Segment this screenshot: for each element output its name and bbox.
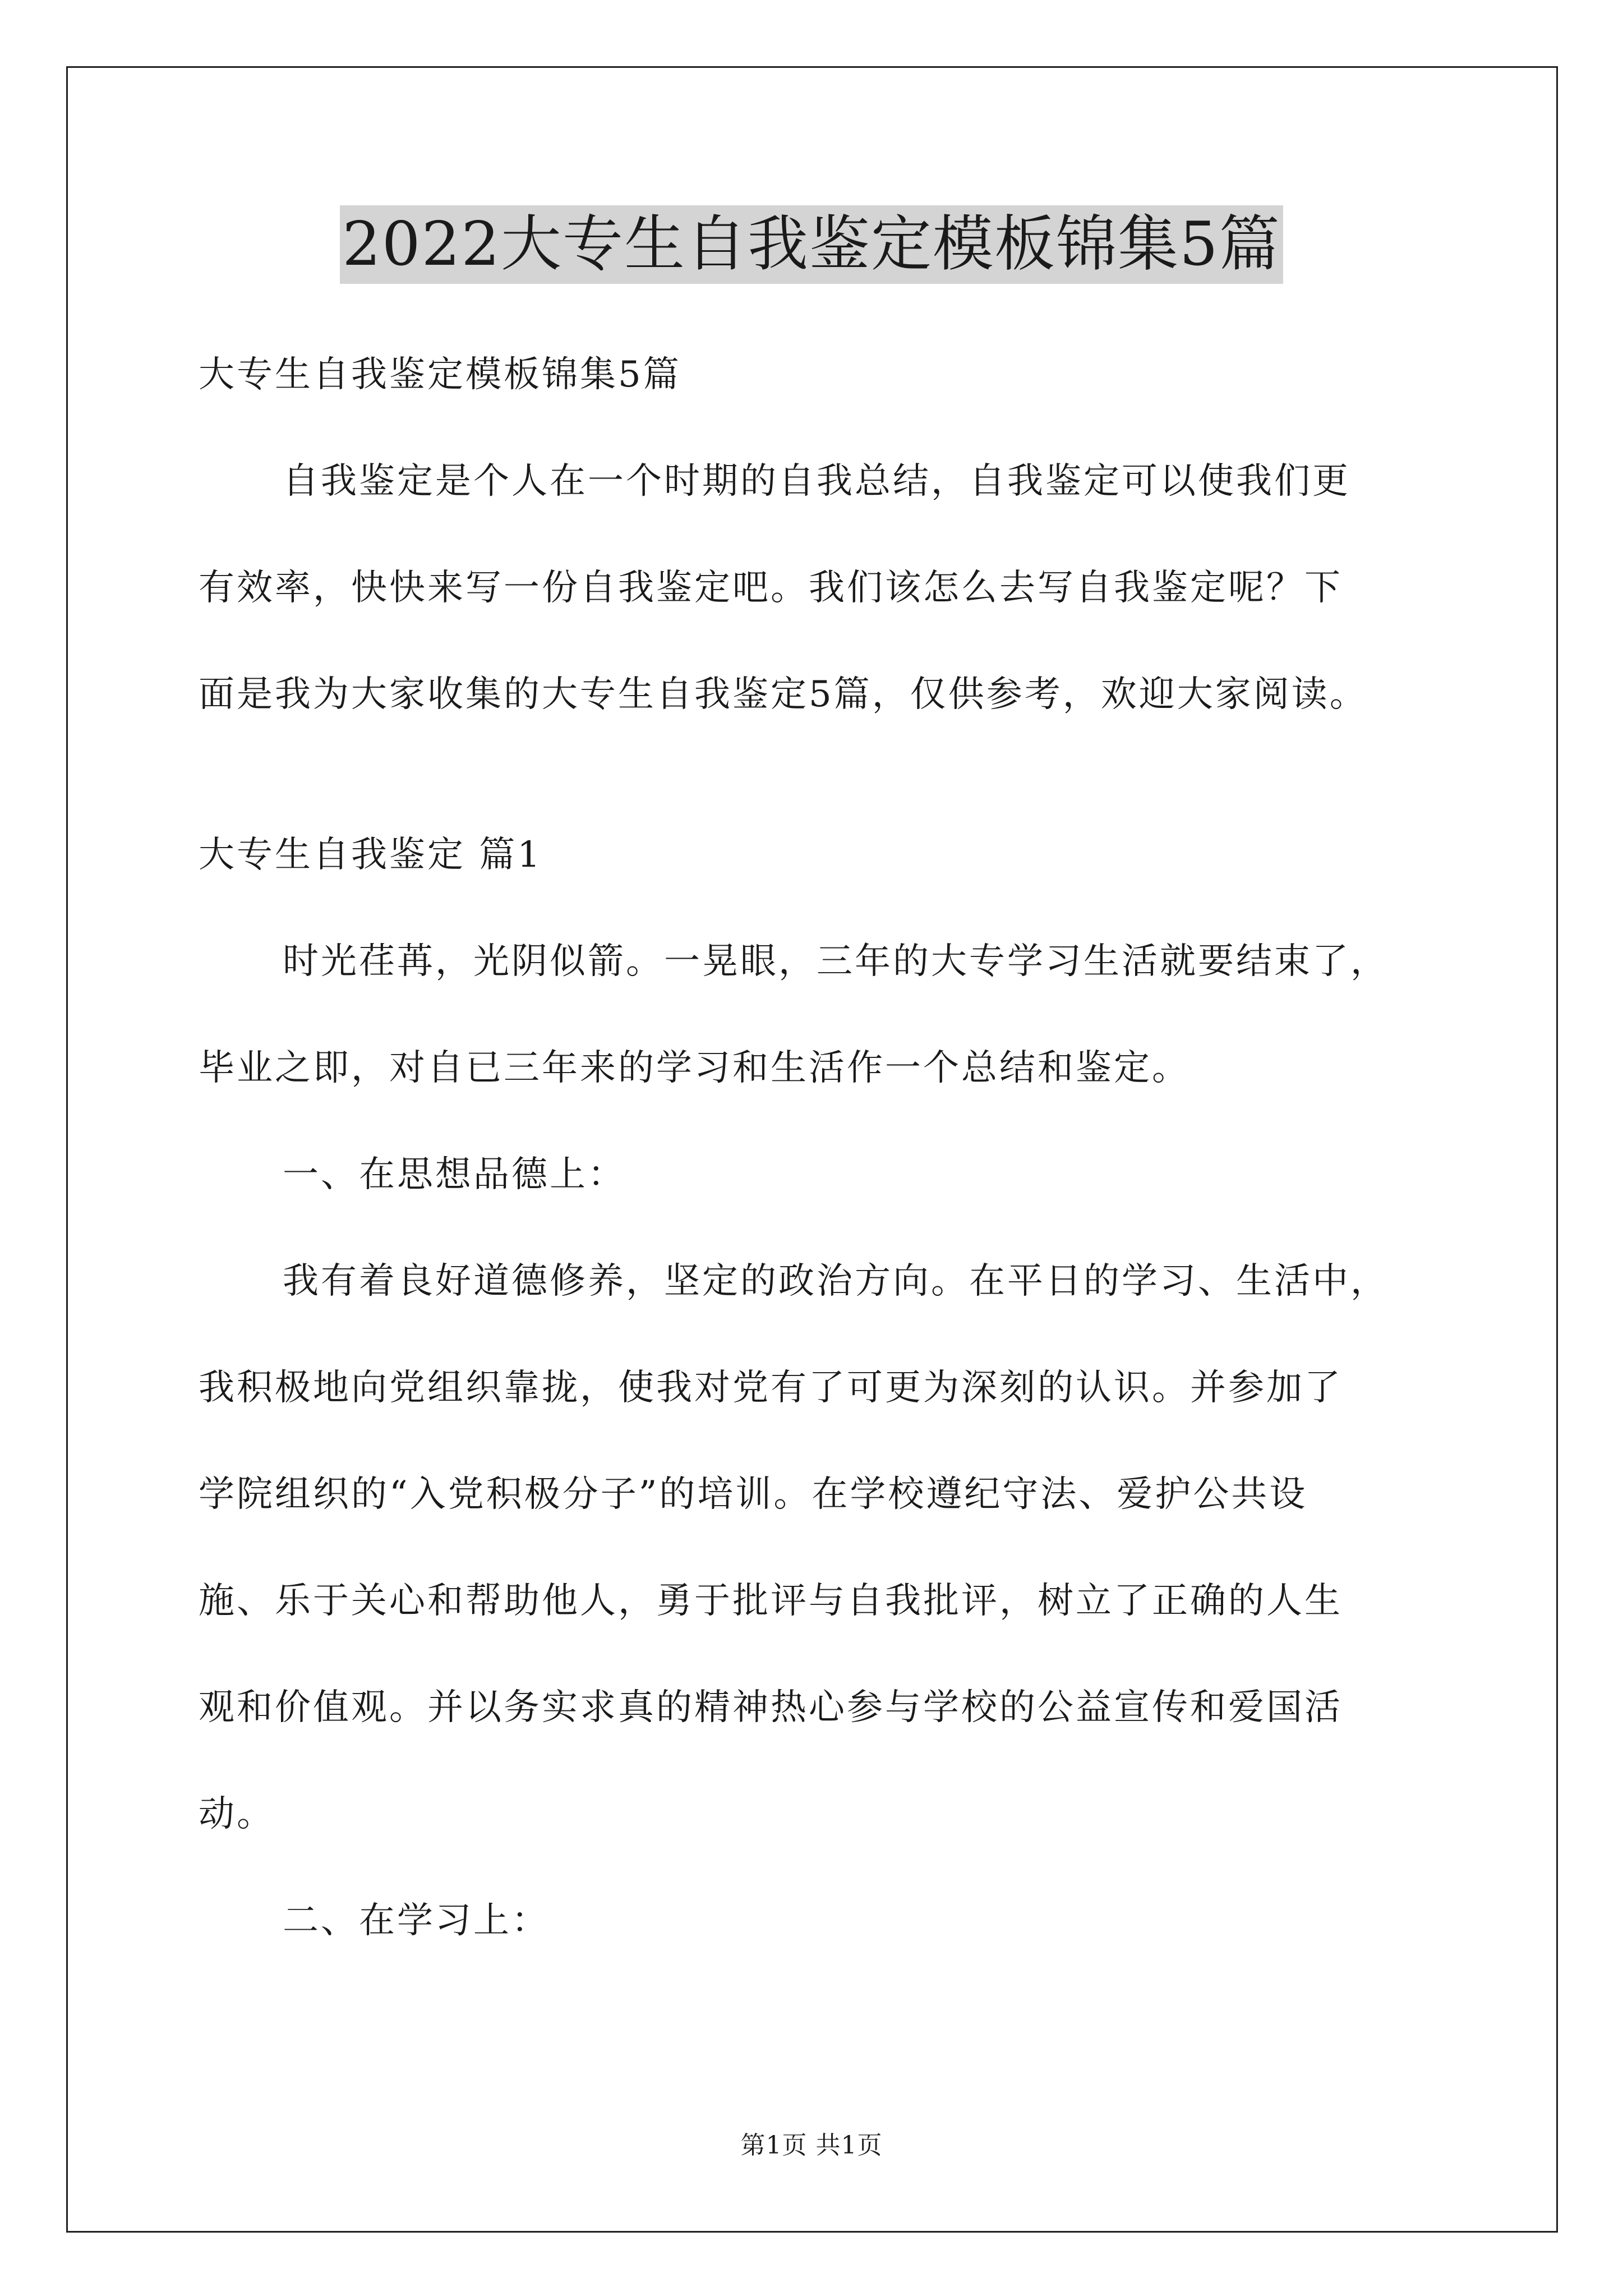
document-body xyxy=(199,348,1432,2000)
subheading-study: 二、在学习上： xyxy=(283,1900,550,1941)
paragraph-line: 观和价值观。并以务实求真的精神热心参与学校的公益宣传和爱国活 xyxy=(199,1687,1343,1728)
section1-paragraph-2 xyxy=(199,1254,1432,1841)
document-title: 2022大专生自我鉴定模板锦集5篇 xyxy=(340,205,1283,284)
section-spacer xyxy=(199,721,1432,828)
paragraph-line: 动。 xyxy=(199,1793,275,1835)
paragraph-line: 施、乐于关心和帮助他人，勇于批评与自我批评，树立了正确的人生 xyxy=(199,1580,1343,1622)
section1-paragraph-1 xyxy=(199,935,1432,1095)
title-container xyxy=(0,205,1623,284)
intro-line: 面是我为大家收集的大专生自我鉴定5篇，仅供参考，欢迎大家阅读。 xyxy=(199,674,1368,715)
intro-line: 有效率，快快来写一份自我鉴定吧。我们该怎么去写自我鉴定呢？下 xyxy=(199,567,1343,609)
paragraph-line: 我积极地向党组织靠拢，使我对党有了可更为深刻的认识。并参加了 xyxy=(199,1367,1343,1409)
subheading-ideology: 一、在思想品德上： xyxy=(283,1154,626,1195)
paragraph-line: 我有着良好道德修养，坚定的政治方向。在平日的学习、生活中， xyxy=(283,1260,1389,1302)
section-heading: 大专生自我鉴定 篇1 xyxy=(199,834,543,876)
paragraph-line: 时光荏苒，光阴似箭。一晃眼，三年的大专学习生活就要结束了， xyxy=(283,941,1389,982)
paragraph-line: 毕业之即，对自已三年来的学习和生活作一个总结和鉴定。 xyxy=(199,1047,1190,1089)
page-footer: 第1页 共1页 xyxy=(740,2131,883,2160)
intro-line: 自我鉴定是个人在一个时期的自我总结，自我鉴定可以使我们更 xyxy=(283,461,1350,502)
intro-paragraph xyxy=(199,454,1432,721)
document-subtitle: 大专生自我鉴定模板锦集5篇 xyxy=(199,354,681,395)
paragraph-line: 学院组织的“入党积极分子”的培训。在学校遵纪守法、爱护公共设 xyxy=(199,1474,1308,1515)
